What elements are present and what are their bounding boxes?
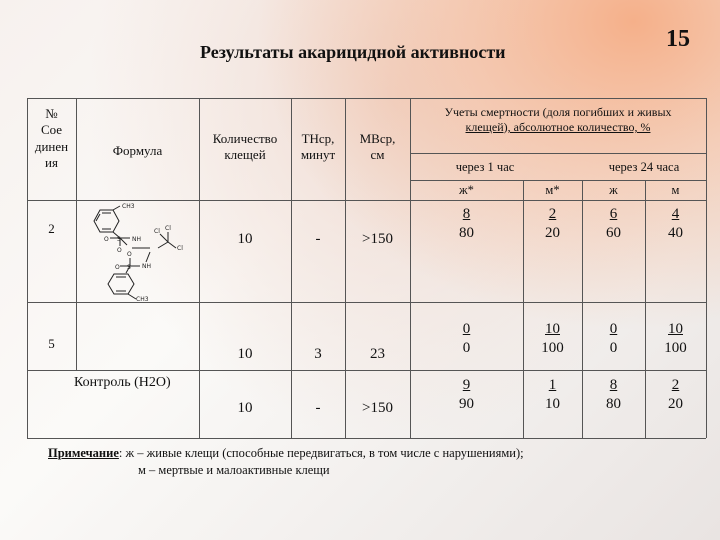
row-th: 3 (314, 346, 322, 362)
ch3-label: CH3 (122, 203, 135, 210)
abs-value: 2 (548, 206, 557, 222)
header-after-24h: через 24 часа (608, 160, 680, 174)
row-count: 10 (237, 346, 253, 362)
row-compound-id: 2 (48, 221, 55, 236)
sulfur-label: S (117, 236, 121, 243)
header-sub-alive: ж (609, 183, 618, 197)
abs-value: 1 (548, 377, 557, 393)
header-formula: Формула (112, 143, 163, 158)
sulfur-label: S (127, 264, 131, 271)
header-sub-dead: м (671, 183, 680, 197)
abs-value: 10 (668, 321, 683, 337)
header-th-avg (291, 131, 345, 164)
row-cell (410, 205, 523, 243)
table-border-right (706, 98, 707, 438)
row-divider (27, 302, 706, 303)
row-mv: >150 (362, 400, 393, 416)
header-line: минут (300, 147, 336, 163)
slide-number: 15 (666, 26, 690, 52)
footnote (48, 445, 524, 479)
pct-value: 80 (606, 395, 621, 412)
row-th: - (315, 400, 321, 416)
header-line: Сое (40, 122, 63, 138)
row-divider (27, 370, 706, 371)
row-cell (645, 320, 706, 358)
header-line: динен (34, 138, 69, 154)
row-cell (410, 376, 523, 414)
table-border-top (27, 98, 706, 99)
nh-label: NH (132, 236, 141, 243)
abs-value: 4 (671, 206, 680, 222)
row-cell (582, 205, 645, 243)
row-divider (410, 180, 706, 181)
abs-value: 0 (609, 321, 618, 337)
chlorine-label: Cl (165, 225, 171, 232)
oxygen-label: O (115, 264, 120, 271)
header-sub-alive: ж* (459, 183, 474, 197)
row-cell (582, 320, 645, 358)
abs-value: 10 (545, 321, 560, 337)
pct-value: 40 (668, 224, 683, 241)
header-line: THср, (301, 131, 335, 146)
row-cell (523, 205, 582, 243)
pct-value: 80 (459, 224, 474, 241)
header-count (199, 131, 291, 164)
row-cell (582, 376, 645, 414)
pct-value: 20 (545, 224, 560, 241)
row-mv: 23 (370, 346, 385, 362)
nh-label: NH (142, 263, 151, 270)
row-th: - (315, 231, 321, 247)
formula-compound-2 (80, 200, 198, 302)
header-line: Количество (212, 131, 278, 146)
abs-value: 2 (671, 377, 680, 393)
row-mv: >150 (362, 231, 393, 247)
table-border-bottom (27, 438, 706, 439)
row-cell (645, 205, 706, 243)
row-control-label: Контроль (H2O) (74, 375, 171, 390)
slide-title: Результаты акарицидной активности (200, 42, 506, 62)
chlorine-label: Cl (177, 245, 183, 252)
footnote-label: Примечание (48, 446, 119, 460)
footnote-line: м – мертвые и малоактивные клещи (138, 462, 330, 477)
header-mortality (410, 105, 706, 135)
abs-value: 6 (609, 206, 618, 222)
oxygen-label: O (104, 236, 109, 243)
oxygen-label: O (117, 247, 122, 254)
row-divider (410, 153, 706, 154)
header-sub-dead: м* (545, 183, 560, 197)
pct-value: 90 (459, 395, 474, 412)
pct-value: 20 (668, 395, 683, 412)
header-after-1h: через 1 час (455, 160, 515, 174)
ch3-label: CH3 (136, 296, 149, 302)
header-compound-number (27, 106, 76, 171)
pct-value: 60 (606, 224, 621, 241)
header-line: клещей), абсолютное количество, % (465, 120, 651, 134)
header-line: MBср, (359, 131, 396, 146)
row-compound-id: 5 (48, 336, 55, 351)
row-cell (410, 320, 523, 358)
footnote-line (48, 445, 524, 462)
row-cell (645, 376, 706, 414)
abs-value: 0 (462, 321, 471, 337)
header-line: Учеты смертности (доля погибших и живых (444, 105, 672, 119)
row-count: 10 (237, 400, 253, 416)
header-line: № (45, 106, 58, 121)
pct-value: 0 (609, 339, 618, 356)
row-cell (523, 320, 582, 358)
oxygen-label: O (127, 251, 132, 258)
row-count: 10 (237, 231, 253, 247)
header-line: ия (45, 154, 58, 170)
col-divider (76, 98, 77, 370)
footnote-text: : ж – живые клещи (способные передвигаться, в том числе с нарушениями); (118, 446, 524, 460)
header-mv-avg (345, 131, 410, 164)
pct-value: 0 (462, 339, 471, 356)
pct-value: 100 (664, 339, 687, 356)
chlorine-label: Cl (154, 228, 160, 235)
abs-value: 9 (462, 377, 471, 393)
abs-value: 8 (609, 377, 618, 393)
pct-value: 100 (541, 339, 564, 356)
header-line: клещей (224, 147, 266, 163)
header-line: см (370, 147, 385, 163)
abs-value: 8 (462, 206, 471, 222)
row-cell (523, 376, 582, 414)
pct-value: 10 (545, 395, 560, 412)
